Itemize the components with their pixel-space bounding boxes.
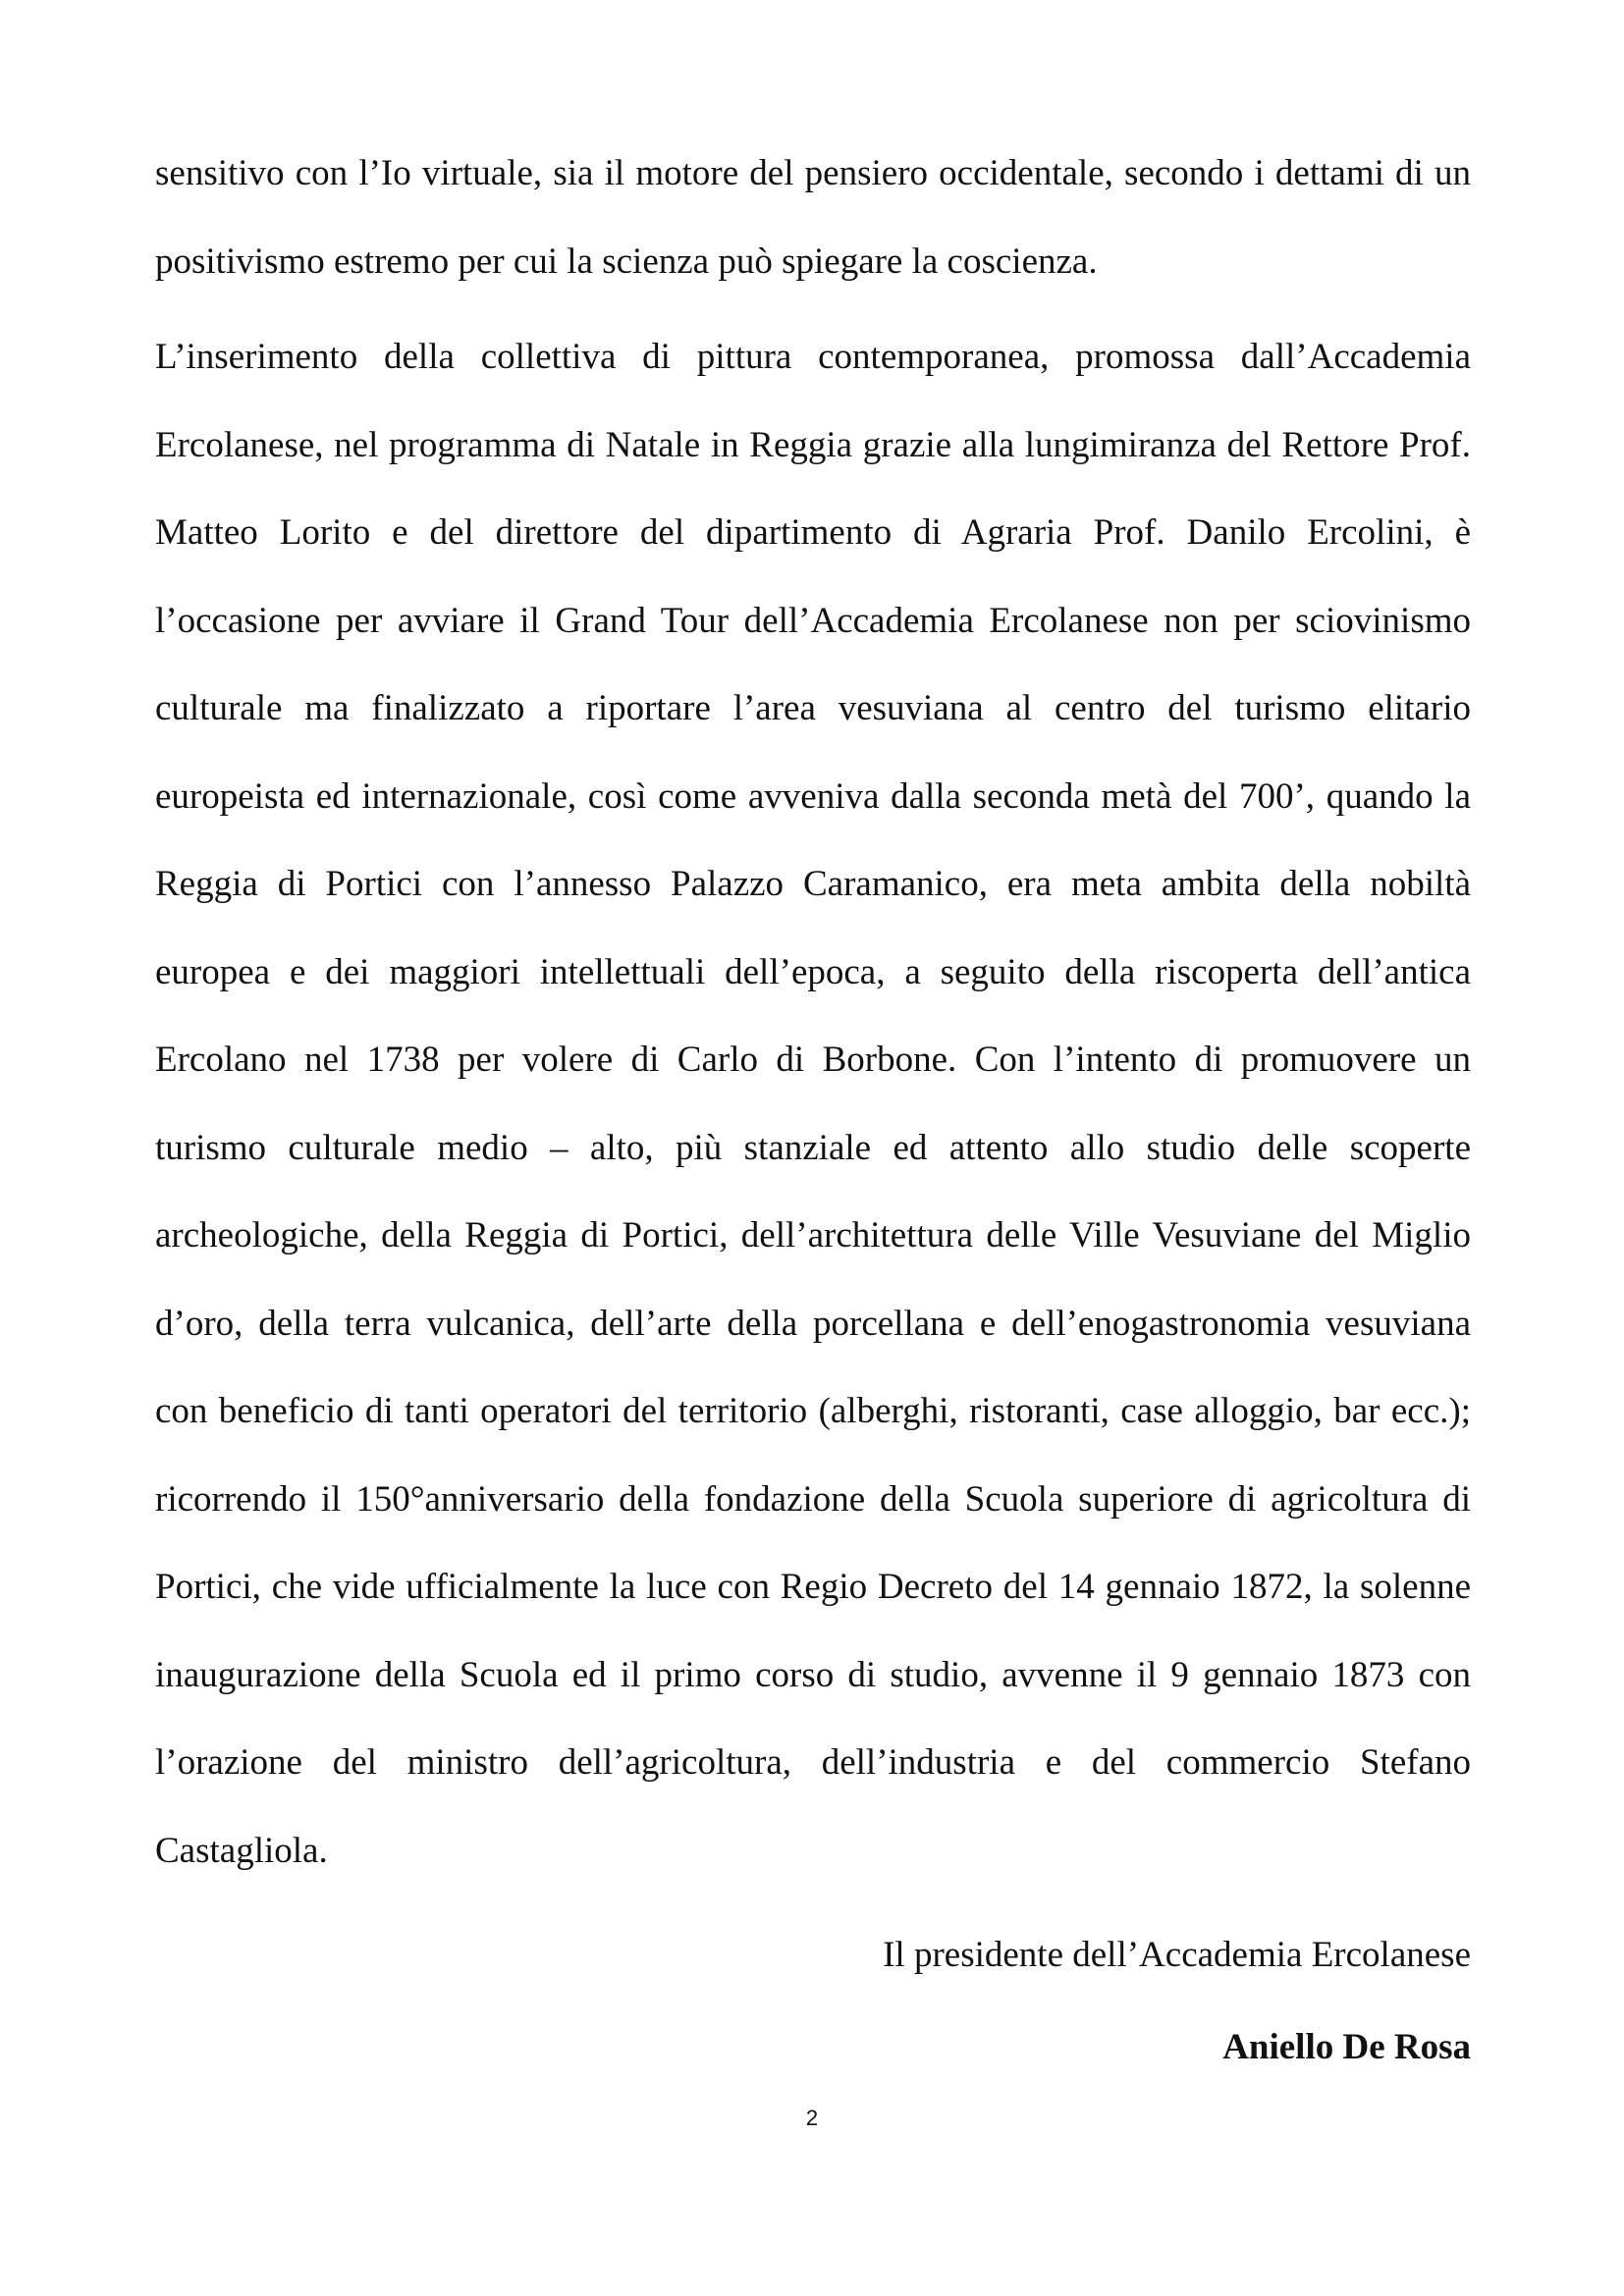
paragraph-continuation: sensitivo con l’Io virtuale, sia il motore del pensiero occidentale, secondo i dettami di un positivismo estremo per cui la scienza può spiegare la coscienza.: [155, 153, 1471, 282]
signature-role: Il presidente dell’Accademia Ercolanese: [883, 1935, 1471, 1975]
page-number: 2: [805, 2106, 819, 2130]
paragraph-main: L’inserimento della collettiva di pittura contemporanea, promossa dall’Accademia Ercolanese, nel programma di Natale in Reggia grazie alla lungimiranza del Rettore Prof. Matteo Lorito e del direttore del dipartimento di Agraria Prof. Danilo Ercolini, è l’occasione per avviare il Grand Tour dell’Accademia Ercolanese non per sciovinismo culturale ma finalizzato a riportare l’area vesuviana al centro del turismo elitario europeista ed internazionale, così come avveniva dalla seconda metà del 700’, quando la Reggia di Portici con l’annesso Palazzo Caramanico, era meta ambita della nobiltà europea e dei maggiori intellettuali dell’epoca, a seguito della riscoperta dell’antica Ercolano nel 1738 per volere di Carlo di Borbone. Con l’intento di promuovere un turismo culturale medio – alto, più stanziale ed attento allo studio delle scoperte archeologiche, della Reggia di Portici, dell’architettura delle Ville Vesuviane del Miglio d’oro, della terra vulcanica, dell’arte della porcellana e dell’enogastronomia vesuviana con beneficio di tanti operatori del territorio (alberghi, ristoranti, case alloggio, bar ecc.); ricorrendo il 150°anniversario della fondazione della Scuola superiore di agricoltura di Portici, che vide ufficialmente la luce con Regio Decreto del 14 gennaio 1872, la solenne inaugurazione della Scuola ed il primo corso di studio, avvenne il 9 gennaio 1873 con l’orazione del ministro dell’agricoltura, dell’industria e del commercio Stefano Castagliola.: [155, 337, 1471, 1871]
signature-name: Aniello De Rosa: [1222, 2027, 1471, 2067]
document-body: [155, 130, 1471, 1895]
